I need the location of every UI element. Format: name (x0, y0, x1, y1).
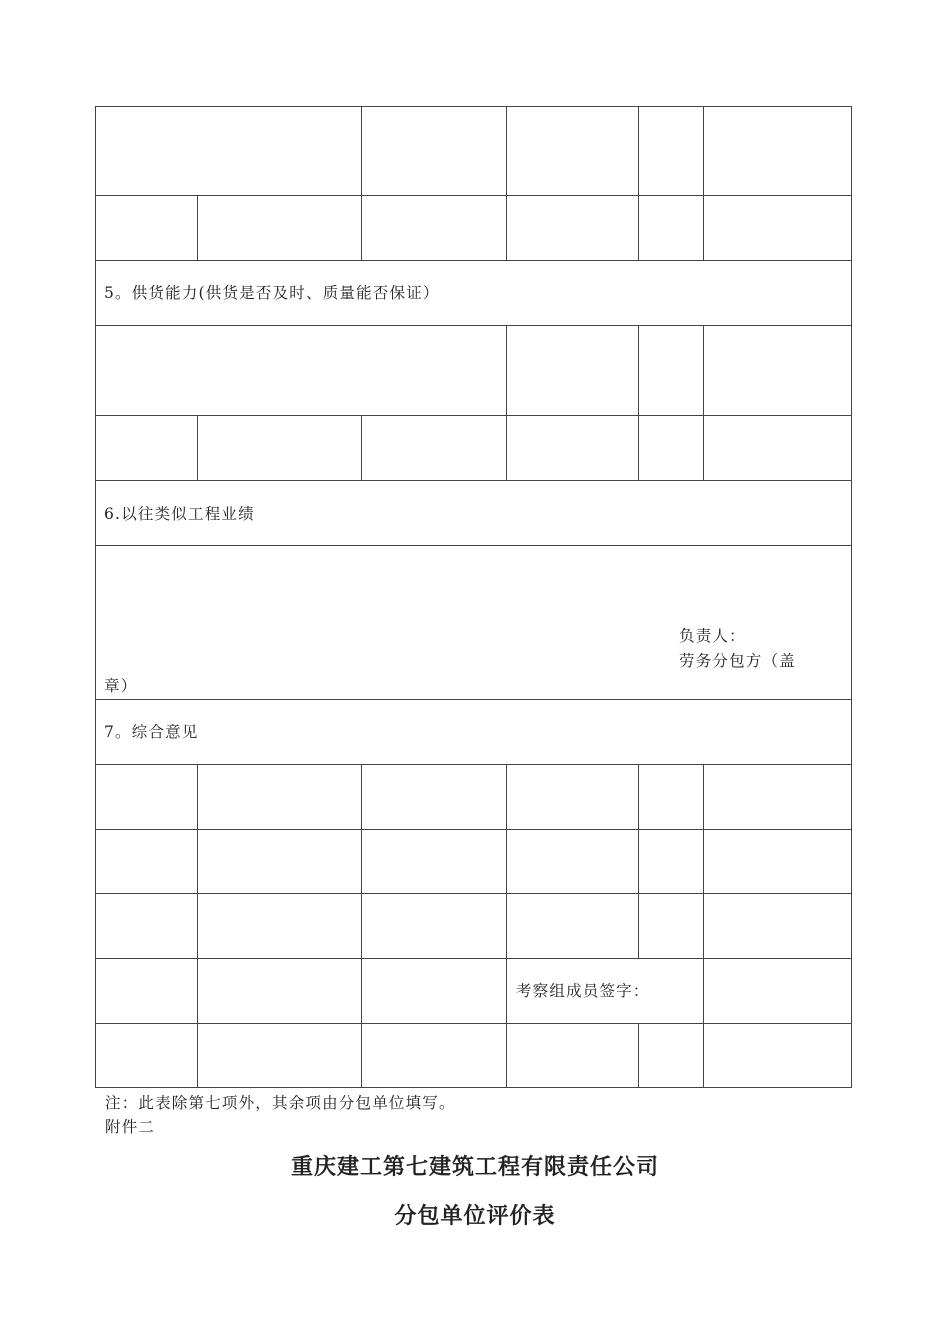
col-line (361, 764, 362, 1088)
section-supply-capacity-label: 5。供货能力(供货是否及时、质量能否保证） (104, 284, 440, 302)
col-line (703, 106, 704, 260)
company-name-heading: 重庆建工第七建筑工程有限责任公司 (290, 1154, 659, 1180)
col-line (361, 415, 362, 480)
col-line (197, 195, 198, 260)
attachment-label: 附件二 (105, 1118, 156, 1136)
row-line (95, 260, 852, 261)
table-border-top (95, 106, 852, 107)
labor-subcontractor-seal-label: 劳务分包方（盖 (679, 652, 796, 670)
row-line (95, 195, 852, 196)
inspection-team-signature-label: 考察组成员签字： (516, 982, 650, 1000)
row-line (95, 829, 852, 830)
table-border-right (851, 106, 852, 1088)
row-line (95, 699, 852, 700)
col-line (197, 415, 198, 480)
row-line (95, 480, 852, 481)
col-line (506, 325, 507, 480)
row-line (95, 415, 852, 416)
col-line (638, 106, 639, 260)
col-line (638, 325, 639, 480)
labor-subcontractor-seal-label-cont: 章） (104, 677, 138, 695)
row-line (95, 545, 852, 546)
col-line (361, 106, 362, 260)
col-line (703, 325, 704, 480)
table-border-bottom (95, 1087, 852, 1088)
form-title-heading: 分包单位评价表 (394, 1203, 556, 1229)
row-line (95, 764, 852, 765)
col-line (506, 764, 507, 1088)
row-line (95, 325, 852, 326)
table-border-left (95, 106, 96, 1088)
col-line (638, 764, 639, 958)
col-line (703, 764, 704, 1088)
section-past-performance-label: 6.以往类似工程业绩 (104, 505, 255, 523)
evaluation-form-table (95, 106, 852, 1088)
section-overall-opinion-label: 7。综合意见 (104, 723, 199, 741)
row-line (95, 1023, 852, 1024)
row-line (95, 893, 852, 894)
col-line (638, 1023, 639, 1088)
row-line (95, 958, 852, 959)
col-line (506, 106, 507, 260)
col-line (197, 764, 198, 1088)
footnote: 注：此表除第七项外，其余项由分包单位填写。 (105, 1094, 456, 1112)
responsible-person-label: 负责人： (679, 627, 746, 645)
